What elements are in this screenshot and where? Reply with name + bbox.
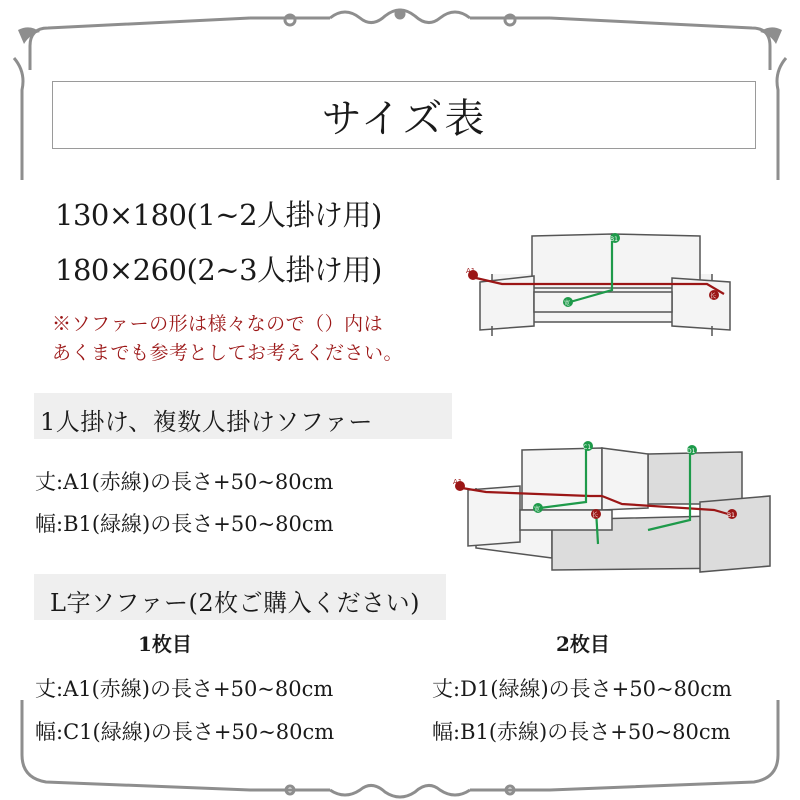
chang-label: 长 [710, 293, 717, 300]
size-line-small: 130×180(1~2人掛け用) [55, 198, 382, 232]
section-heading-regular: 1人掛け、複数人掛けソファー [40, 408, 373, 436]
regular-length-spec: 丈:A1(赤線)の長さ+50~80cm [35, 470, 334, 494]
l-d1-label: D1 [687, 448, 696, 455]
piece2-length-spec: 丈:D1(緑線)の長さ+50~80cm [432, 677, 732, 701]
a1-label: A1 [466, 267, 476, 275]
size-line-large: 180×260(2~3人掛け用) [55, 253, 382, 287]
note-line-1: ※ソファーの形は様々なので（）内は [52, 313, 384, 335]
b1-label: B1 [610, 236, 618, 243]
regular-width-spec: 幅:B1(緑線)の長さ+50~80cm [35, 512, 334, 536]
sofa-diagram-l-shape [452, 438, 772, 578]
section-heading-l: L字ソファー(2枚ご購入ください) [50, 589, 420, 617]
piece2-label: 2枚目 [556, 632, 610, 656]
piece1-length-spec: 丈:A1(赤線)の長さ+50~80cm [35, 677, 334, 701]
l-c1-label: C1 [583, 444, 592, 451]
piece1-width-spec: 幅:C1(緑線)の長さ+50~80cm [35, 720, 335, 744]
l-chang-label: 长 [592, 512, 599, 519]
l-a1-label: A1 [453, 478, 463, 486]
l-b1-label: B1 [727, 512, 735, 519]
kuan-label: 宽 [564, 300, 571, 307]
l-kuan-label: 宽 [534, 506, 541, 513]
sofa-diagram-regular [462, 226, 742, 344]
piece2-width-spec: 幅:B1(赤線)の長さ+50~80cm [432, 720, 731, 744]
note-line-2: あくまでも参考としてお考えください。 [52, 342, 404, 364]
page-title: サイズ表 [321, 95, 487, 142]
piece1-label: 1枚目 [138, 632, 192, 656]
title-box [52, 81, 756, 149]
